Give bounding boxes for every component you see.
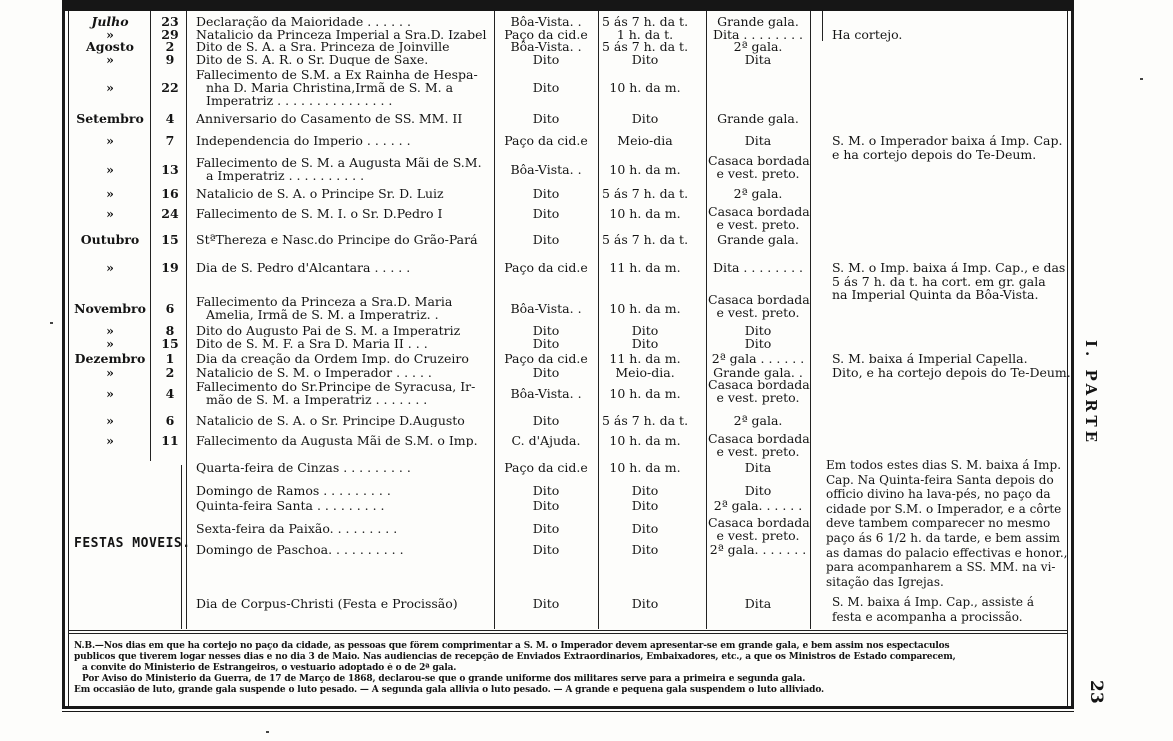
gala-line: Casaca bordada [708,515,810,530]
month-cell: » [106,52,114,67]
place-cell: Dito [532,186,560,201]
gala-line: 2ª gala. . . . . . [713,498,803,513]
occasion-line: Fallecimento da Princeza a Sra.D. Maria [196,295,453,309]
gala-line: Dito [744,483,772,498]
day-cell: 13 [161,161,179,177]
occasion-line: Fallecimento de S. M. I. o Sr. D.Pedro I [196,207,443,220]
day-cell: 9 [165,52,175,67]
hour-cell: 5 ás 7 h. da t. [601,413,689,428]
festa-occasion-cell: Quarta-feira de Cinzas . . . . . . . . . [196,461,411,475]
occasion-line: Natalicio de S. M. o Imperador . . . . . [196,366,432,379]
occasion-cell [196,156,494,182]
festa-place-cell: Paço da cid.e [504,460,588,475]
gala-line: Dita . . . . . . . . [712,27,804,42]
occasion-cell [196,112,494,125]
column-rule-hour [706,11,707,629]
gala-cell [708,414,808,427]
note-line: publicos que tiverem logar nesses dias e no dia 3 de Maio. Nas audiencias de recepção de Enviados Extraordinarios, Embaixadores, etc., a que os Ministros de Estado comparecem, [74,652,956,662]
observation-line: 5 ás 7 h. da t. ha cort. em gr. gala [832,273,1046,289]
observation-line: Dito, e ha cortejo depois do Te-Deum. [832,365,1071,380]
place-cell: Paço da cid.e [504,133,588,148]
festa-place-cell: Dito [532,498,560,513]
festas-obs-line: officio divino ha lava-pés, no paço da [826,487,1051,502]
place-cell: Dito [532,323,560,338]
place-cell: Bôa-Vista. . [510,385,582,401]
corpus-obs-line: festa e acompanha a procissão. [832,609,1023,624]
place-cell: Dito [532,336,560,351]
festa-gala-cell [708,499,808,512]
column-rule-obs [822,11,823,41]
gala-line: 2ª gala. [733,186,783,201]
day-cell: 7 [165,133,175,148]
festas-obs-line: paço ás 6 1/2 h. da tarde, e bem assim [826,530,1061,545]
festa-gala-cell [708,516,808,542]
place-cell: Dito [532,80,560,95]
festa-occasion-cell: Sexta-feira da Paixão. . . . . . . . . [196,522,398,536]
festas-obs-line: Cap. Na Quinta-feira Santa depois do [826,472,1054,487]
hour-cell: 10 h. da m. [609,385,681,401]
occasion-line: Imperatriz . . . . . . . . . . . . . . . [206,93,393,107]
day-cell: 29 [161,27,179,42]
place-cell: Paço da cid.e [504,260,588,275]
day-cell: 2 [165,365,175,380]
occasion-line: nha D. Maria Christina,Irmã de S. M. a [206,80,454,95]
gala-line: 2ª gala. [733,413,783,428]
festas-observation [826,458,1070,589]
observation-cell [832,28,1076,42]
note-line: N.B.—Nos dias em que ha cortejo no paço da cidade, as pessoas que fôrem comprimentar a S. M. o Imperador devem apresentar-se em grande gala, e bem assim nos espectaculos [74,641,950,651]
gala-line: Dita . . . . . . . . [712,260,804,275]
occasion-cell [196,207,494,220]
occasion-cell [196,337,494,350]
observation-line: S. M. o Imperador baixa á Imp. Cap. [832,133,1063,148]
gala-cell [708,293,808,319]
hour-cell: 10 h. da m. [609,300,681,316]
month-cell: Setembro [76,111,144,126]
place-cell: Dito [532,365,560,380]
festa-hour-cell: 10 h. da m. [609,460,681,475]
festas-obs-line: para acompanharem a SS. MM. na vi- [826,560,1056,575]
festa-place-cell: Dito [532,596,560,611]
occasion-cell [196,324,494,337]
place-cell: Dito [532,413,560,428]
festa-place-cell: Dito [532,521,560,536]
festas-obs-line: Em todos estes dias S. M. baixa á Imp. [826,458,1062,472]
gala-cell [708,378,808,404]
gala-cell [708,337,808,350]
gala-line: e vest. preto. [716,390,800,405]
hour-cell: Dito [631,336,659,351]
day-cell: 1 [165,351,175,366]
gala-line: 2ª gala. [733,39,783,54]
occasion-line: Dito de S. A. R. o Sr. Duque de Saxe. [196,53,429,66]
day-cell: 22 [161,80,179,95]
hour-cell: 11 h. da m. [609,260,681,275]
month-cell: Dezembro [74,351,146,366]
hour-cell: Dito [631,111,659,126]
place-cell: Bôa-Vista. . [510,161,582,177]
hour-cell: 5 ás 7 h. da t. [601,186,689,201]
festa-hour-cell: Dito [631,542,659,557]
month-cell: » [106,161,114,177]
page-number: 23 [1086,680,1106,704]
speck [1140,78,1143,80]
occasion-line: Natalicio da Princeza Imperial a Sra.D. Izabel [196,28,487,41]
notes-rule-double [68,633,1068,634]
gala-cell [708,112,808,125]
festas-label: FESTAS MOVEIS. [74,536,191,551]
corpus-obs-line: S. M. baixa á Imp. Cap., assiste á [832,595,1034,609]
hour-cell: Dito [631,52,659,67]
gala-cell [708,205,808,231]
gala-line: Dita [744,133,772,148]
occasion-cell [196,434,494,447]
day-cell: 16 [161,186,179,201]
observation-cell [832,352,1076,366]
place-cell: Paço da cid.e [504,27,588,42]
hour-cell: 11 h. da m. [609,351,681,366]
gala-line: 2ª gala. . . . . . . [709,542,807,557]
occasion-line: a Imperatriz . . . . . . . . . . [206,168,365,182]
gala-line: Casaca bordada [708,153,810,168]
observation-line: e ha cortejo depois do Te-Deum. [832,146,1037,162]
occasion-cell [196,68,494,107]
festa-occasion-cell: Domingo de Ramos . . . . . . . . . [196,484,391,498]
month-cell: » [106,323,114,338]
gala-line: e vest. preto. [716,444,800,459]
festa-hour-cell: Dito [631,521,659,536]
occasion-cell [196,366,494,379]
month-cell: » [106,260,114,275]
gala-line: Casaca bordada [708,292,810,307]
day-cell: 19 [161,260,179,275]
observation-cell [832,134,1076,161]
occasion-line: Natalicio de S. A. o Principe Sr. D. Luiz [196,187,444,200]
festas-obs-line: sitação das Igrejas. [826,574,944,589]
hour-cell: 10 h. da m. [609,161,681,177]
gala-line: Dita [744,52,772,67]
occasion-cell [196,40,494,53]
observation-cell [832,366,1076,380]
day-cell: 6 [165,413,175,428]
month-cell: » [106,206,114,221]
observation-line: Ha cortejo. [832,27,903,42]
observation-line: S. M. o Imp. baixa á Imp. Cap., e das [832,260,1066,275]
gala-cell [708,187,808,200]
place-cell: C. d'Ajuda. [511,433,581,448]
occasion-line: Fallecimento da Augusta Mãi de S.M. o Imp. [196,434,478,447]
gala-cell [708,432,808,458]
gala-line: e vest. preto. [716,166,800,181]
day-cell: 24 [161,206,179,221]
bottom-rule-thin [62,711,1074,712]
festa-gala-cell [708,543,808,556]
place-cell: Bôa-Vista. . [510,14,582,29]
occasion-line: Amelia, Irmã de S. M. a Imperatriz. . [206,307,439,321]
hour-cell: Dito [631,323,659,338]
occasion-line: Dia da creação da Ordem Imp. do Cruzeiro [196,352,469,365]
occasion-line: Dia de S. Pedro d'Alcantara . . . . . [196,261,411,274]
hour-cell: Meio-dia. [615,365,675,380]
festa-place-cell: Dito [532,483,560,498]
observation-line: S. M. baixa á Imperial Capella. [832,351,1028,366]
place-cell: Paço da cid.e [504,351,588,366]
gala-cell [708,233,808,246]
occasion-cell [196,187,494,200]
month-cell: » [106,27,114,42]
observation-line: na Imperial Quinta da Bôa-Vista. [832,287,1039,302]
column-rule-place [598,11,599,629]
gala-line: Dito [744,336,772,351]
gala-line: Grande gala. . [713,365,803,380]
occasion-cell [196,233,494,246]
festa-hour-cell: Dito [631,596,659,611]
note-line: Por Aviso do Ministerio da Guerra, de 17 de Março de 1868, declarou-se que o grande uniforme dos militares serve para a primeira e segunda gala. [82,674,806,684]
occasion-line: Dito do Augusto Pai de S. M. a Imperatriz [196,324,461,337]
gala-cell [708,134,808,147]
month-cell: » [106,80,114,95]
occasion-cell [196,53,494,66]
gala-cell [708,154,808,180]
day-cell: 23 [161,14,179,29]
place-cell: Dito [532,232,560,247]
place-cell: Dito [532,52,560,67]
festa-gala-cell [708,461,808,474]
day-cell: 15 [161,232,179,247]
festas-obs-line: cidade por S.M. o Imperador, e a côrte [826,501,1062,516]
speck [266,731,269,733]
gala-line: Dita [744,460,772,475]
festa-hour-cell: Dito [631,483,659,498]
note-line: Em occasião de luto, grande gala suspende o luto pesado. — A segunda gala allivia o luto pesado. — A grande e pequena gala suspendem o luto alliviado. [74,685,825,695]
hour-cell: 5 ás 7 h. da t. [601,39,689,54]
bottom-rule [62,706,1074,709]
hour-cell: 10 h. da m. [609,433,681,448]
gala-line: Casaca bordada [708,377,810,392]
occasion-line: Anniversario do Casamento de SS. MM. II [196,112,463,125]
month-cell: » [106,336,114,351]
festa-occasion-cell: Dia de Corpus-Christi (Festa e Procissão) [196,597,458,611]
festa-occasion-cell: Quinta-feira Santa . . . . . . . . . [196,499,385,513]
occasion-cell [196,380,494,406]
hour-cell: Meio-dia [617,133,673,148]
day-cell: 2 [165,39,175,54]
month-cell: » [106,133,114,148]
occasion-line: Declaração da Maioridade . . . . . . [196,15,411,28]
festa-occasion-cell: Domingo de Paschoa. . . . . . . . . . [196,543,404,557]
gala-line: Grande gala. [717,232,799,247]
top-rule [62,0,1074,9]
month-cell: » [106,433,114,448]
occasion-line: Fallecimento de S.M. a Ex Rainha de Hespa- [196,68,478,82]
place-cell: Dito [532,206,560,221]
speck [50,322,53,324]
month-cell: Julho [91,14,129,29]
notes-rule [68,630,1068,631]
occasion-line: Dito de S. M. F. a Sra D. Maria II . . . [196,337,428,350]
festa-gala-cell [708,597,808,610]
gala-line: e vest. preto. [716,528,800,543]
hour-cell: 5 ás 7 h. da t. [601,14,689,29]
festa-place-cell: Dito [532,542,560,557]
day-cell: 15 [161,336,179,351]
gala-line: e vest. preto. [716,217,800,232]
gala-cell [708,352,808,365]
month-cell: Outubro [80,232,140,247]
place-cell: Bôa-Vista. . [510,300,582,316]
festas-obs-line: deve tambem comparecer no mesmo [826,516,1051,531]
festa-gala-cell [708,484,808,497]
occasion-line: StªThereza e Nasc.do Principe do Grão-Pará [196,233,478,246]
day-cell: 8 [165,323,175,338]
gala-line: Casaca bordada [708,204,810,219]
month-cell: Agosto [86,39,134,54]
month-cell: Novembro [74,300,146,316]
column-rule-gala [810,11,811,629]
occasion-line: mão de S. M. a Imperatriz . . . . . . . [206,392,428,406]
month-cell: » [106,385,114,401]
hour-cell: 1 h. da t. [616,27,674,42]
occasion-cell [196,261,494,274]
place-cell: Dito [532,111,560,126]
month-cell: » [106,413,114,428]
part-label: I. PARTE [1082,340,1100,447]
note-line: a convite do Ministerio de Estrangeiros, o vestuario adoptado é o de 2ª gala. [82,663,457,673]
corpus-observation [832,595,1070,624]
hour-cell: 5 ás 7 h. da t. [601,232,689,247]
gala-line: Grande gala. [717,14,799,29]
day-cell: 11 [161,433,179,448]
festa-hour-cell: Dito [631,498,659,513]
day-cell: 4 [165,111,175,126]
month-cell: » [106,365,114,380]
place-cell: Bôa-Vista. . [510,39,582,54]
occasion-cell [196,15,494,28]
gala-line: e vest. preto. [716,305,800,320]
gala-line: Casaca bordada [708,431,810,446]
gala-line: Dito [744,323,772,338]
occasion-line: Independencia do Imperio . . . . . . [196,134,411,147]
gala-cell [708,53,808,66]
gala-line: Dita [744,596,772,611]
occasion-cell [196,134,494,147]
occasion-cell [196,414,494,427]
gala-cell [708,261,808,274]
festas-obs-line: as damas do palacio effectivas e honor., [826,545,1068,560]
hour-cell: 10 h. da m. [609,80,681,95]
occasion-cell [196,352,494,365]
gala-line: Grande gala. [717,111,799,126]
hour-cell: 10 h. da m. [609,206,681,221]
month-cell: » [106,186,114,201]
occasion-cell [196,295,494,321]
occasion-line: Natalicio de S. A. o Sr. Principe D.Augusto [196,414,465,427]
gala-line: 2ª gala . . . . . . [711,351,805,366]
occasion-line: Fallecimento do Sr.Principe de Syracusa, Ir- [196,380,476,394]
occasion-line: Dito de S. A. a Sra. Princeza de Joinville [196,40,450,53]
observation-cell [832,261,1076,302]
day-cell: 6 [165,300,175,316]
column-rule-occasion [494,11,495,629]
day-cell: 4 [165,385,175,401]
occasion-line: Fallecimento de S. M. a Augusta Mãi de S.M. [196,156,482,170]
